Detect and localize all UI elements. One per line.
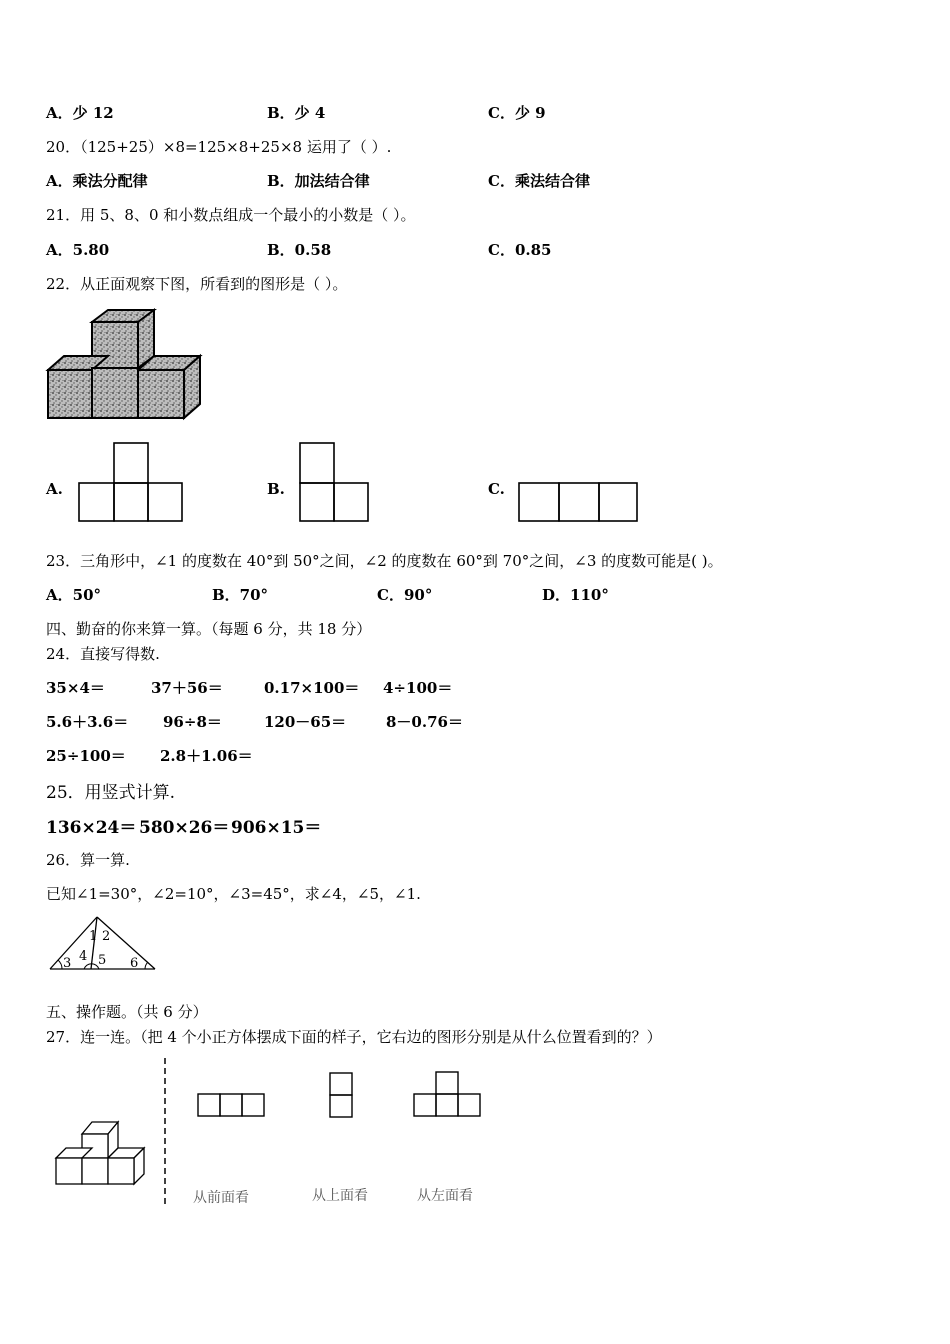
q24-item: 4÷100＝ <box>383 679 453 697</box>
q27-label-front: 从前面看 <box>193 1190 249 1206</box>
q22-stem: 22．从正面观察下图，所看到的图形是（ ）。 <box>46 275 348 293</box>
q19-option-c: C．少 9 <box>488 104 546 122</box>
q20-option-b: B．加法结合律 <box>267 172 370 190</box>
q24-item: 8－0.76＝ <box>386 713 463 731</box>
q23-stem: 23．三角形中，∠1 的度数在 40°到 50°之间，∠2 的度数在 60°到 70°之间，∠3 的度数可能是( )。 <box>46 552 723 570</box>
q23-option-c: C．90° <box>377 586 433 604</box>
q27-view-2 <box>329 1072 355 1120</box>
q24-item: 25÷100＝ <box>46 747 126 765</box>
q27-view-3 <box>413 1071 483 1119</box>
q24-item: 0.17×100＝ <box>264 679 360 697</box>
q25-item: 580×26＝ <box>139 818 230 838</box>
q27-cube-figure <box>52 1118 152 1193</box>
q23-option-a: A．50° <box>46 586 102 604</box>
angle-label: 3 <box>63 956 72 971</box>
q27-view-1 <box>197 1093 267 1119</box>
q24-item: 96÷8＝ <box>163 713 222 731</box>
q22-option-a-figure <box>78 442 186 524</box>
q23-option-b: B．70° <box>212 586 269 604</box>
q27-label-left: 从左面看 <box>417 1188 473 1204</box>
q25-stem: 25．用竖式计算. <box>46 783 176 803</box>
q22-option-c: C. <box>488 480 505 498</box>
q24-item: 37＋56＝ <box>151 679 223 697</box>
q25-item: 906×15＝ <box>231 818 322 838</box>
q19-option-a: A．少 12 <box>46 104 114 122</box>
angle-label: 2 <box>102 929 111 944</box>
q21-option-c: C．0.85 <box>488 241 552 259</box>
q19-option-b: B．少 4 <box>267 104 326 122</box>
q25-item: 136×24＝ <box>46 818 137 838</box>
angle-label: 1 <box>89 929 98 944</box>
q21-stem: 21．用 5、8、0 和小数点组成一个最小的小数是（ ）。 <box>46 206 416 224</box>
q22-cube-figure <box>46 308 206 423</box>
q21-option-a: A．5.80 <box>46 241 110 259</box>
q20-option-c: C．乘法结合律 <box>488 172 590 190</box>
q22-option-b-figure <box>299 442 371 524</box>
q21-option-b: B．0.58 <box>267 241 332 259</box>
q23-option-d: D．110° <box>542 586 609 604</box>
angle-label: 6 <box>130 956 139 971</box>
q24-stem: 24．直接写得数. <box>46 645 160 663</box>
q26-stem: 26．算一算. <box>46 851 130 869</box>
q27-stem: 27．连一连。（把 4 个小正方体摆成下面的样子，它右边的图形分别是从什么位置看到的？） <box>46 1028 662 1046</box>
q20-stem: 20．（125+25）×8=125×8+25×8 运用了（ ）. <box>46 138 392 156</box>
q24-item: 35×4＝ <box>46 679 105 697</box>
q24-item: 2.8＋1.06＝ <box>160 747 253 765</box>
q20-option-a: A．乘法分配律 <box>46 172 148 190</box>
section4-title: 四、勤奋的你来算一算。（每题 6 分，共 18 分） <box>46 620 372 638</box>
q24-item: 5.6＋3.6＝ <box>46 713 129 731</box>
q27-label-top: 从上面看 <box>312 1188 368 1204</box>
q22-option-b: B. <box>267 480 285 498</box>
q27-divider <box>162 1058 168 1206</box>
angle-label: 4 <box>79 949 88 964</box>
q26-given: 已知∠1=30°，∠2=10°，∠3=45°，求∠4，∠5，∠1. <box>46 885 421 903</box>
q22-option-c-figure <box>518 482 640 524</box>
section5-title: 五、操作题。（共 6 分） <box>46 1003 208 1021</box>
q22-option-a: A. <box>46 480 63 498</box>
q26-triangle-figure <box>48 914 163 972</box>
angle-label: 5 <box>98 953 107 968</box>
q24-item: 120－65＝ <box>264 713 347 731</box>
